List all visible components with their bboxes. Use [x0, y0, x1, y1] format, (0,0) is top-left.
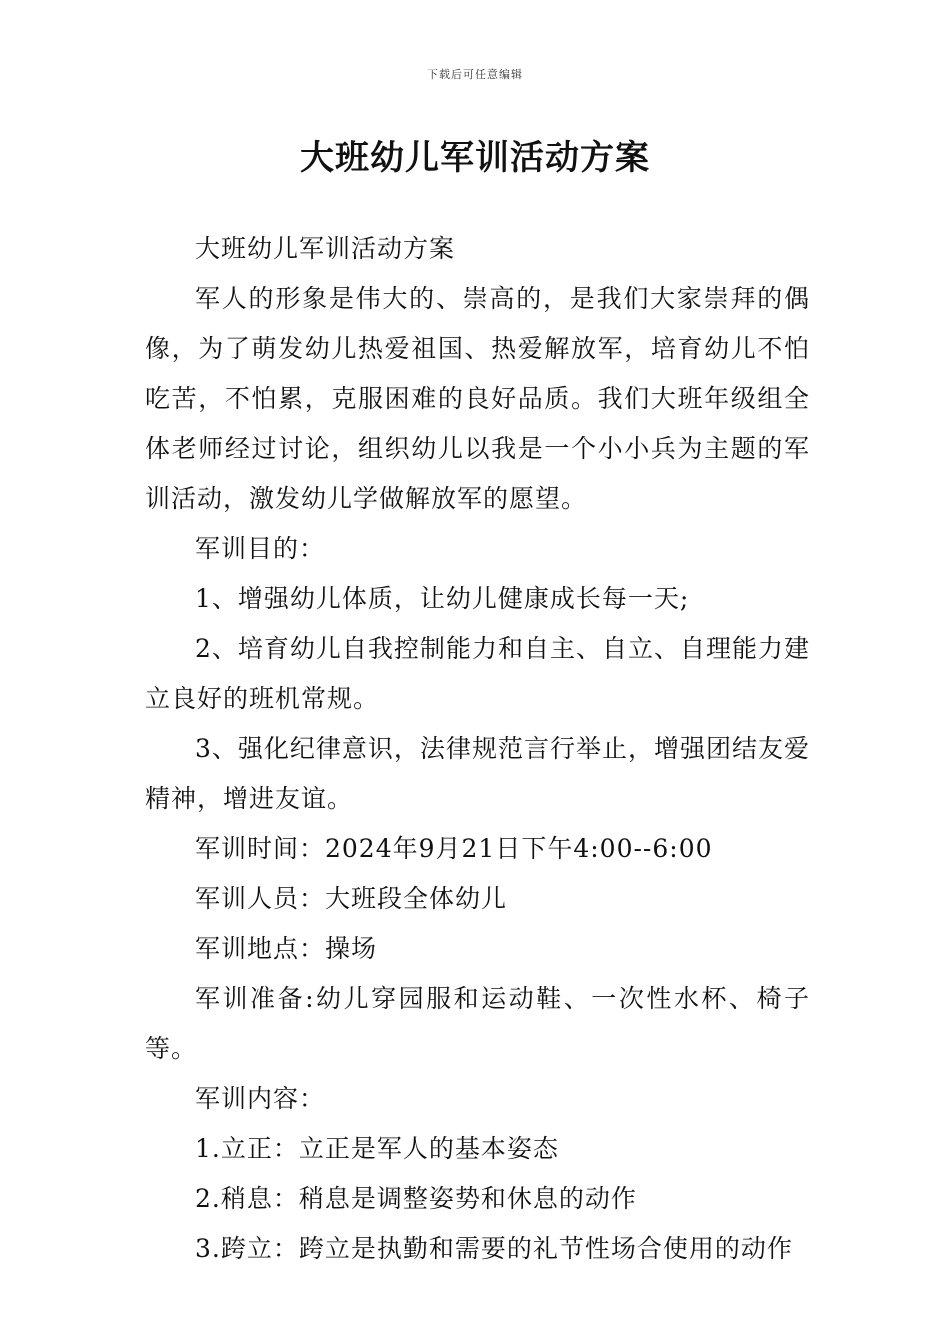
- paragraph-subtitle: 大班幼儿军训活动方案: [195, 234, 456, 263]
- paragraph-intro: 军人的形象是伟大的、崇高的，是我们大家崇拜的偶像，为了萌发幼儿热爱祖国、热爱解放军，培育幼儿不怕吃苦，不怕累，克服困难的良好品质。我们大班年级组全体老师经过讨论，组织幼儿以我是一个小小兵为主题的军训活动，激发幼儿学做解放军的愿望。: [145, 284, 810, 513]
- paragraph-goal-2: 2、培育幼儿自我控制能力和自主、自立、自理能力建立良好的班机常规。: [145, 634, 810, 713]
- header-note: 下载后可任意编辑: [427, 68, 523, 81]
- document-title: 大班幼儿军训活动方案: [300, 138, 650, 178]
- paragraph-participants: 军训人员：大班段全体幼儿: [195, 884, 508, 913]
- paragraph-content-1: 1.立正：立正是军人的基本姿态: [195, 1134, 559, 1163]
- paragraph-location: 军训地点：操场: [195, 934, 378, 963]
- paragraph-goal-3: 3、强化纪律意识，法律规范言行举止，增强团结友爱精神，增进友谊。: [145, 734, 810, 813]
- paragraph-preparation: 军训准备:幼儿穿园服和运动鞋、一次性水杯、椅子等。: [145, 984, 810, 1063]
- paragraph-time: 军训时间：2024年9月21日下午4:00--6:00: [195, 834, 713, 863]
- paragraph-goal-1: 1、增强幼儿体质，让幼儿健康成长每一天;: [195, 584, 690, 613]
- paragraph-content-heading: 军训内容：: [195, 1084, 326, 1113]
- document-body: [145, 224, 810, 1274]
- paragraph-content-2: 2.稍息：稍息是调整姿势和休息的动作: [195, 1184, 637, 1213]
- paragraph-goals-heading: 军训目的：: [195, 534, 326, 563]
- paragraph-content-3: 3.跨立：跨立是执勤和需要的礼节性场合使用的动作: [195, 1234, 793, 1263]
